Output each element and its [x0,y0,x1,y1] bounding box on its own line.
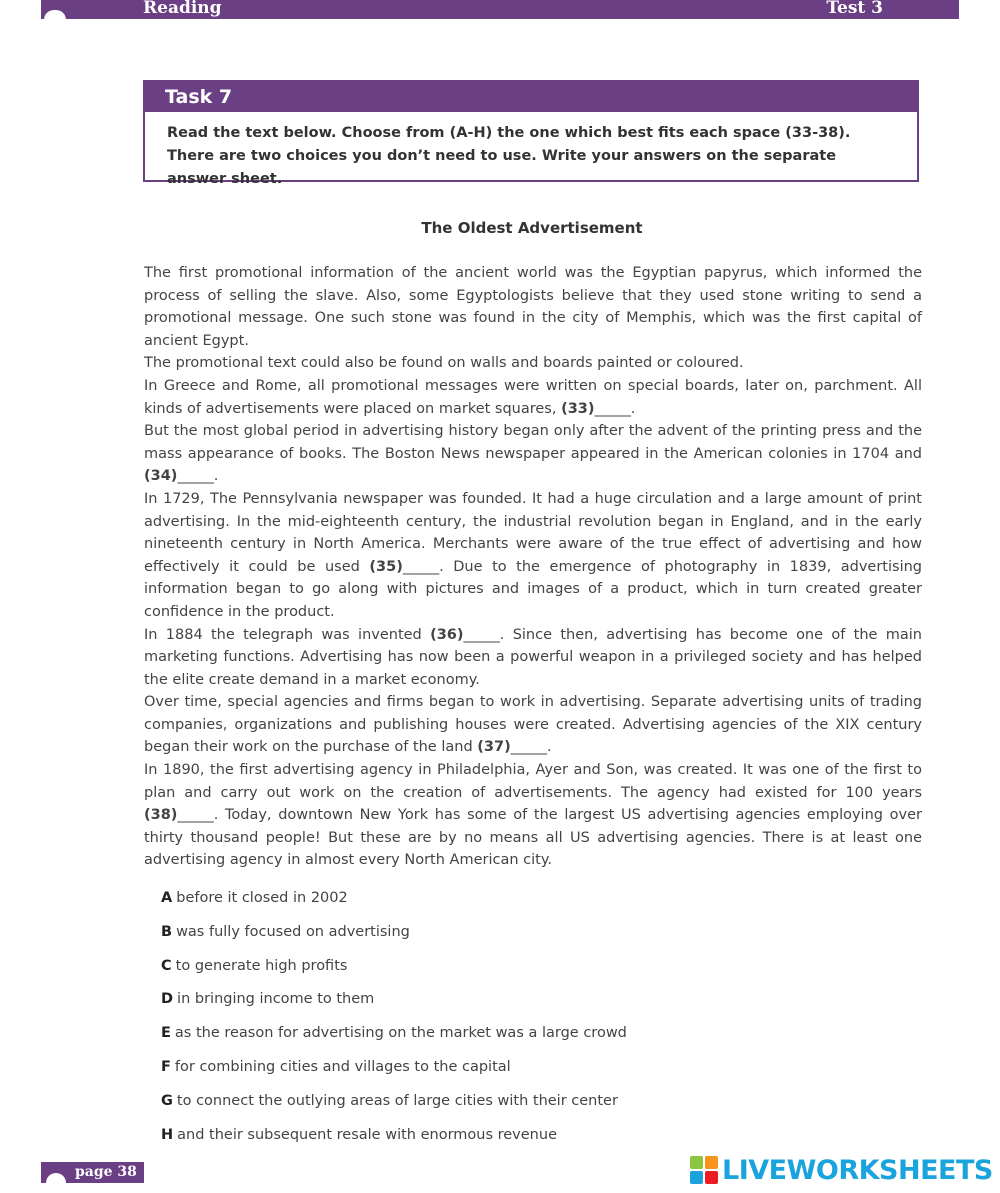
article-paragraph [144,759,922,872]
option-item [161,1090,861,1124]
paragraph-text: _____. [510,739,552,756]
option-letter: G [161,1092,173,1109]
option-item [161,988,861,1022]
article-paragraph [144,488,922,624]
article-body [144,262,922,872]
gap-number: (35) [369,558,403,575]
header-bar [41,0,959,19]
options-list [161,887,861,1157]
article-paragraph [144,691,922,759]
gap-number: (38) [144,807,178,824]
section-label: Reading [143,0,222,18]
article-paragraph [144,352,922,375]
paragraph-text: But the most global period in advertising history began only after the advent of the printing press and the mass appearance of books. The Boston News newspaper appeared in the American colonies in 1704 and [144,423,922,462]
option-item [161,887,861,921]
brand-logo [690,1152,993,1188]
paragraph-text: Over time, special agencies and firms began to work in advertising. Separate advertising units of trading companies, organizations and publishing houses were created. Advertising agencies of the XIX century began their work on the purchase of the land [144,694,922,756]
option-text: was fully focused on advertising [176,923,410,940]
option-text: and their subsequent resale with enormous revenue [177,1126,557,1143]
task-box [143,80,919,187]
task-title: Task 7 [145,82,917,112]
paragraph-text: In 1729, The Pennsylvania newspaper was founded. It had a huge circulation and a large amount of print advertising. In the mid-eighteenth century, the industrial revolution began in England, and in the early nineteenth century in North America. Merchants were aware of the true effect of advertising and how effectively it could be used [144,490,922,575]
paragraph-text: _____. Since then, advertising has become one of the main marketing functions. Advertising has now been a powerful weapon in a privileged society and has helped the elite create demand in a market economy. [144,626,922,688]
option-item [161,1022,861,1056]
option-text: as the reason for advertising on the market was a large crowd [174,1025,627,1042]
article-paragraph [144,420,922,488]
paragraph-text: The first promotional information of the ancient world was the Egyptian papyrus, which informed the process of selling the slave. Also, some Egyptologists believe that they used stone writing to send a promotional message. One such stone was found in the city of Memphis, which was the first capital of ancient Egypt. [144,265,922,349]
paragraph-text: In Greece and Rome, all promotional messages were written on special boards, later on, parchment. All kinds of advertisements were placed on market squares, [144,377,922,417]
gap-number: (34) [144,468,178,485]
paragraph-text: _____. [594,400,636,417]
page-number: page 38 [75,1164,137,1180]
header-tab-notch [44,10,66,24]
option-text: to connect the outlying areas of large cities with their center [176,1092,618,1109]
brand-name: LIVEWORKSHEETS [722,1154,993,1186]
option-letter: H [161,1126,174,1143]
option-item [161,955,861,989]
test-label: Test 3 [826,0,883,18]
option-letter: F [161,1058,171,1075]
article-title: The Oldest Advertisement [421,219,643,237]
article-paragraph [144,624,922,692]
gap-number: (33) [561,400,595,417]
option-letter: D [161,991,174,1008]
option-text: to generate high profits [175,957,348,974]
paragraph-text: _____. [177,468,219,485]
option-letter: E [161,1025,171,1042]
option-letter: B [161,923,173,940]
article-paragraph [144,375,922,420]
paragraph-text: _____. Today, downtown New York has some of the largest US advertising agencies employing over thirty thousand people! But these are by no means all US advertising agencies. There is at least one advertising agency in almost every North American city. [144,807,922,869]
gap-number: (37) [477,739,511,756]
paragraph-text: _____. Due to the emergence of photography in 1839, advertising information began to go along with pictures and images of a product, which in turn created greater confidence in the product. [144,558,922,620]
task-instruction: Read the text below. Choose from (A-H) the one which best fits each space (33-38). There are two choices you don’t need to use. Write your answers on the separate answer sheet. [167,125,851,187]
option-letter: A [161,890,173,906]
page-tab-notch [46,1173,66,1187]
option-item [161,921,861,955]
paragraph-text: In 1884 the telegraph was invented [144,626,431,643]
option-item [161,1056,861,1090]
gap-number: (36) [430,626,464,643]
option-text: for combining cities and villages to the capital [174,1058,511,1075]
paragraph-text: In 1890, the first advertising agency in Philadelphia, Ayer and Son, was created. It was one of the first to plan and carry out work on the creation of advertisements. The agency had existed for 100 years [144,762,922,801]
option-letter: C [161,957,172,974]
option-text: in bringing income to them [177,991,375,1008]
article-paragraph [144,262,922,352]
option-text: before it closed in 2002 [176,890,348,906]
paragraph-text: The promotional text could also be found on walls and boards painted or coloured. [144,355,744,372]
liveworksheets-icon [690,1156,718,1184]
